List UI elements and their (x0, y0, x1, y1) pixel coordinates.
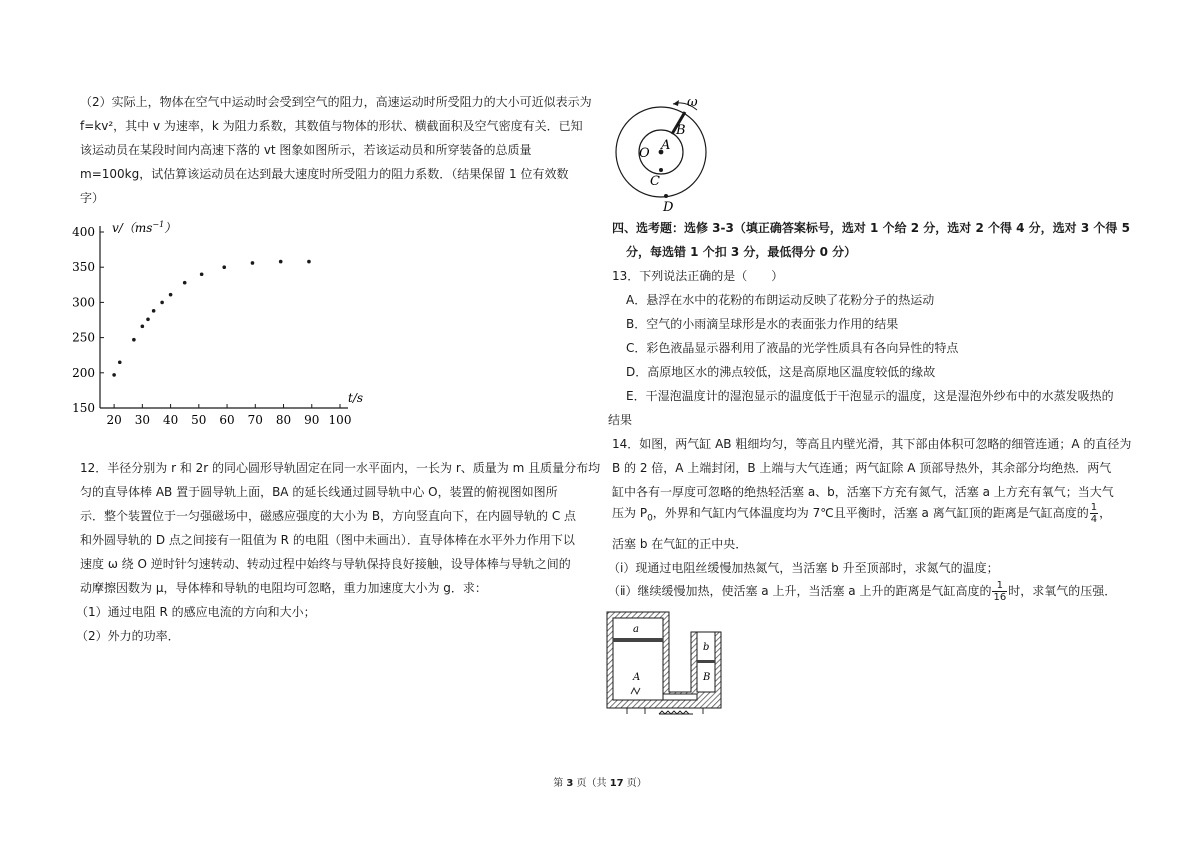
q12-line: 示．整个装置位于一匀强磁场中，磁感应强度的大小为 B，方向竖直向下，在内圆导轨的 C 点 (80, 509, 577, 523)
label-o: O (639, 146, 650, 161)
x-tick-label: 100 (328, 413, 352, 427)
q13-stem: 13．下列说法正确的是（ ） (612, 269, 784, 283)
y-tick-label: 200 (72, 365, 95, 380)
y-axis-label: $v/(ms^{-1})$ (112, 220, 177, 235)
q12-sub-question: （1）通过电阻 R 的感应电流的方向和大小； (76, 605, 316, 619)
q14-sub-question: （ⅰ）现通过电阻丝缓慢加热氮气，当活塞 b 升至顶部时，求氮气的温度； (608, 561, 999, 575)
label-b: B (676, 123, 686, 138)
data-point (279, 260, 283, 264)
q12-line: 速度 ω 绕 O 逆时针匀速转动、转动过程中始终与导轨保持良好接触，设导体棒与导轨之间的 (80, 557, 571, 571)
data-point (307, 260, 311, 264)
label-c: C (650, 174, 660, 189)
q14-line: 14．如图，两气缸 AB 粗细均匀，等高且内壁光滑，其下部由体积可忽略的细管连通；A 的直径为 (612, 437, 1132, 451)
q14-line: 活塞 b 在气缸的正中央． (612, 537, 748, 551)
label-b-piston: b (703, 642, 710, 653)
arrow-head (673, 100, 679, 106)
q13-option: D．高原地区水的沸点较低，这是高原地区温度较低的缘故 (626, 365, 936, 379)
point-c (659, 168, 663, 172)
label-a: A (661, 138, 671, 153)
heater-wire-a (631, 688, 640, 694)
y-tick-label: 400 (72, 225, 95, 239)
heater-leads (627, 708, 703, 714)
q11-part2-line: f=kv²，其中 v 为速率，k 为阻力系数，其数值与物体的形状、横截面积及空气密度有关．已知 (80, 119, 583, 133)
fraction: $\frac{1}{4}$ (1090, 502, 1098, 525)
data-point (112, 373, 116, 377)
q11-part2-line: （2）实际上，物体在空气中运动时会受到空气的阻力，高速运动时所受阻力的大小可近似表示为 (80, 95, 592, 109)
label-d: D (663, 200, 674, 214)
q12-line: 动摩擦因数为 μ，导体棒和导轨的电阻均可忽略，重力加速度大小为 g．求： (80, 581, 487, 595)
point-d (664, 194, 668, 198)
y-tick-label: 300 (72, 295, 95, 310)
x-tick-label: 20 (106, 413, 122, 427)
q12-line: 匀的直导体棒 AB 置于圆导轨上面，BA 的延长线通过圆导轨中心 O，装置的俯视图如图所 (80, 485, 558, 499)
q13-option: B．空气的小雨滴呈球形是水的表面张力作用的结果 (626, 317, 899, 331)
q12-line: 12．半径分别为 r 和 2r 的同心圆形导轨固定在同一水平面内，一长为 r、质量为 m 且质量分布均 (80, 461, 601, 475)
rail-figure (605, 92, 735, 214)
y-tick-label: 150 (72, 401, 95, 415)
data-point (183, 281, 187, 285)
q11-part2-line: m=100kg，试估算该运动员在达到最大速度时所受阻力的阻力系数．（结果保留 1 位有效数 (80, 167, 569, 181)
connecting-tube (663, 694, 697, 700)
vt-chart (60, 210, 380, 435)
page-footer: 第 3 页（共 17 页） (553, 778, 647, 789)
label-a-piston: a (633, 624, 639, 635)
section-title: 分，每选错 1 个扣 3 分，最低得分 0 分） (626, 245, 857, 259)
q12-line: 和外圆导轨的 D 点之间接有一阻值为 R 的电阻（图中未画出）．直导体棒在水平外力作用下以 (80, 533, 575, 547)
q12-sub-question: （2）外力的功率． (76, 629, 180, 643)
data-point (200, 272, 204, 276)
x-tick-label: 50 (191, 413, 207, 427)
q13-option: A．悬浮在水中的花粉的布朗运动反映了花粉分子的热运动 (626, 293, 935, 307)
section-title: 四、选考题：选修 3-3（填正确答案标号，选对 1 个给 2 分，选对 2 个得 4 分，选对 3 个得 5 (612, 221, 1130, 235)
x-axis-label: t/s (348, 391, 364, 405)
q11-part2-line: 该运动员在某段时间内高速下落的 v⁡t 图象如图所示，若该运动员和所穿装备的总质量 (80, 143, 532, 157)
page-number: 3 (566, 778, 574, 789)
q13-option: C．彩色液晶显示器利用了液晶的光学性质具有各向异性的特点 (626, 341, 959, 355)
data-point (132, 338, 136, 342)
q14-sub-question: （ⅱ）继续缓慢加热，使活塞 a 上升，当活塞 a 上升的距离是气缸高度的 $\frac{1}{16}$ 时，求氧气的压强． (608, 580, 1117, 603)
x-tick-label: 90 (304, 413, 320, 427)
heater-coil (659, 711, 689, 714)
data-point (118, 360, 122, 364)
x-tick-label: 60 (219, 413, 235, 427)
x-tick-label: 40 (162, 413, 179, 427)
x-tick-label: 80 (275, 413, 292, 427)
data-point (169, 293, 173, 297)
data-point (152, 309, 156, 313)
q14-line: B 的 2 倍，A 上端封闭，B 上端与大气连通；两气缸除 A 顶部导热外，其余部分均绝热．两气 (612, 461, 1112, 475)
q11-part2-line: 字） (80, 191, 105, 205)
x-tick-label: 30 (134, 413, 150, 427)
y-tick-labels (72, 225, 104, 415)
data-point (160, 301, 164, 305)
data-point (222, 265, 226, 269)
y-tick-label: 350 (72, 260, 95, 275)
chart-axes (100, 226, 348, 408)
q14-line: 缸中各有一厚度可忽略的绝热轻活塞 a、b，活塞下方充有氮气，活塞 a 上方充有氧气；当大气 (612, 485, 1114, 499)
data-points (112, 260, 310, 377)
label-cylinder-b: B (703, 672, 711, 683)
label-cylinder-a: A (633, 672, 641, 683)
q13-option-cont: 结果 (608, 413, 633, 427)
q13-option: E．干湿泡温度计的湿泡显示的温度低于干泡显示的温度，这是湿泡外纱布中的水蒸发吸热的 (626, 389, 1114, 403)
page-total: 17 (609, 778, 624, 789)
x-tick-label: 70 (247, 413, 263, 427)
data-point (141, 325, 145, 329)
cylinder-figure (605, 610, 735, 720)
piston-a (613, 638, 663, 642)
fraction: $\frac{1}{16}$ (993, 580, 1007, 603)
piston-b (697, 660, 715, 663)
q14-line: 压为 $P_0$，外界和气缸内气体温度均为 7℃且平衡时，活塞 a 离气缸顶的距离是气缸高度的 $\frac{1}{4}$ ， (612, 502, 1112, 525)
data-point (146, 317, 150, 321)
label-omega: ω (687, 95, 698, 110)
y-tick-label: 250 (72, 330, 95, 345)
data-point (251, 261, 255, 265)
